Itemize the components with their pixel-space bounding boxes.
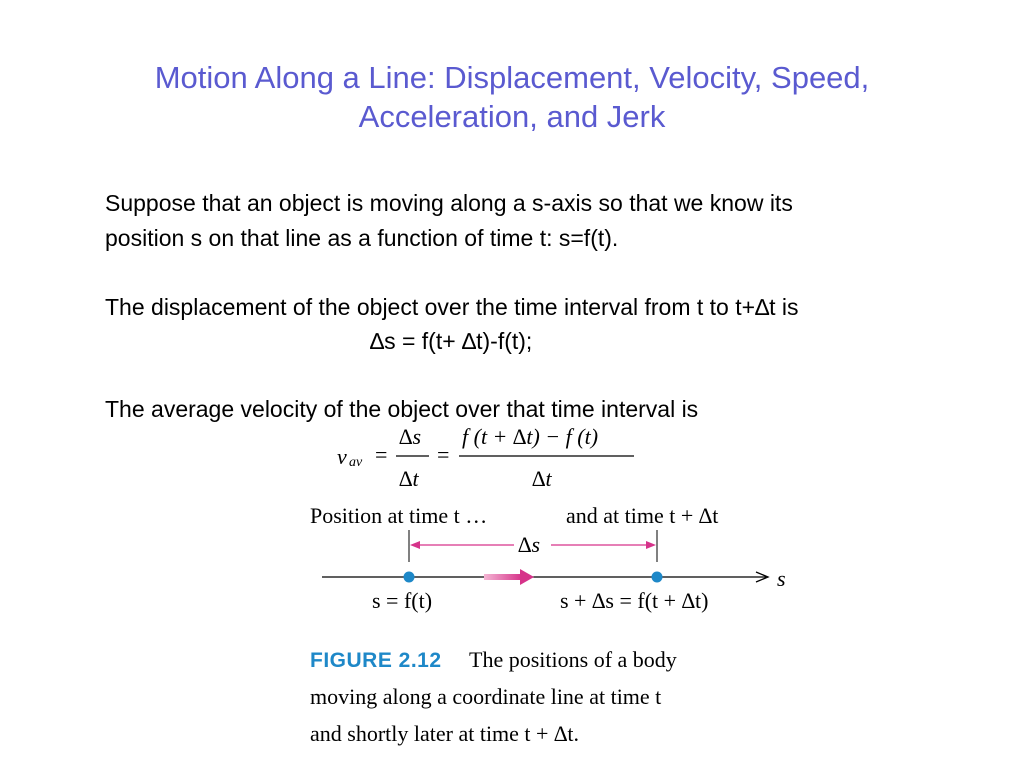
- formula-equals-2: =: [437, 442, 450, 467]
- figure-caption-line-1: [310, 647, 677, 673]
- figure-bottom-right-label: s + ∆s = f(t + ∆t): [560, 588, 709, 613]
- formula-denominator-2: ∆t: [532, 466, 552, 491]
- paragraph-1-line-2: position s on that line as a function of time t: s=f(t).: [105, 225, 619, 251]
- figure-caption-label: FIGURE 2.12: [310, 649, 442, 672]
- delta-arrow-left-head: [410, 541, 420, 549]
- figure-axis-label: s: [777, 566, 786, 591]
- paragraph-1-line-1: Suppose that an object is moving along a s-axis so that we know its: [105, 190, 793, 216]
- formula-denominator-1: ∆t: [399, 466, 419, 491]
- motion-arrow-body: [484, 574, 522, 580]
- displacement-equation: ∆s = f(t+ ∆t)-f(t);: [370, 328, 533, 354]
- formula-v: v: [337, 444, 347, 469]
- slide-title-line-2: Acceleration, and Jerk: [358, 99, 666, 134]
- formula-numerator-2: f (t + ∆t) − f (t): [462, 424, 599, 449]
- figure-top-right-label: and at time t + ∆t: [566, 503, 719, 528]
- motion-arrow-head: [520, 569, 534, 585]
- figure-bottom-left-label: s = f(t): [372, 588, 433, 613]
- position-dot-t-plus-dt: [652, 572, 663, 583]
- figure-caption-line-2: moving along a coordinate line at time t: [310, 684, 662, 709]
- figure-caption-line-3: and shortly later at time t + ∆t.: [310, 721, 580, 746]
- formula-equals-1: =: [375, 442, 388, 467]
- figure-caption-text-1: The positions of a body: [469, 647, 677, 672]
- formula-subscript: av: [349, 455, 363, 470]
- formula-numerator-1: ∆s: [399, 424, 422, 449]
- paragraph-3-line-1: The average velocity of the object over that time interval is: [105, 396, 699, 422]
- position-dot-t: [404, 572, 415, 583]
- delta-arrow-right-head: [646, 541, 656, 549]
- slide-title-line-1: Motion Along a Line: Displacement, Velocity, Speed,: [154, 60, 870, 95]
- figure-delta-s-label: ∆s: [518, 532, 541, 557]
- paragraph-2-line-1: The displacement of the object over the time interval from t to t+∆t is: [105, 294, 799, 320]
- figure-top-left-label: Position at time t …: [310, 503, 488, 528]
